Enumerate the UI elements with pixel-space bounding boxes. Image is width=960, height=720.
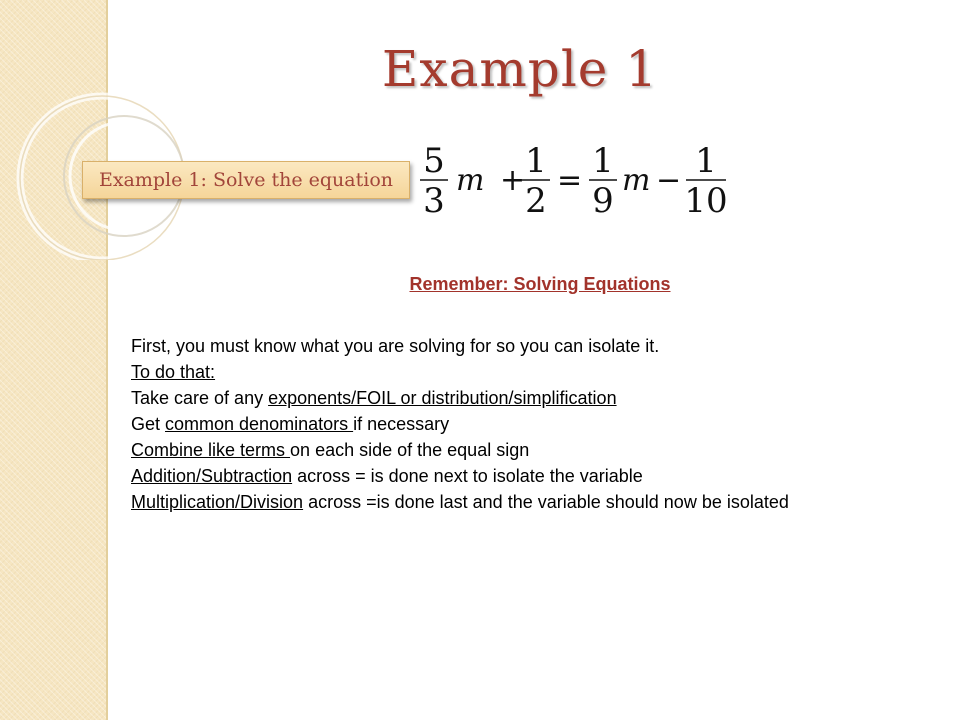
variable-m-right: m	[622, 163, 651, 198]
example-label-text: Example 1: Solve the equation	[98, 169, 394, 191]
instruction-line-2: To do that:	[131, 362, 216, 382]
instruction-line-6	[131, 463, 931, 489]
equals-sign: =	[557, 163, 583, 198]
fraction-1-numerator: 5	[423, 141, 445, 181]
fraction-2-denominator: 2	[525, 181, 547, 220]
line-7-suffix: across =is done last and the variable should now be isolated	[303, 492, 789, 512]
instruction-line-3	[131, 385, 931, 411]
fraction-2-numerator: 1	[525, 141, 547, 181]
line-4-underlined: common denominators	[165, 414, 354, 434]
line-7-underlined: Multiplication/Division	[131, 492, 304, 512]
variable-m-left: m	[456, 163, 485, 198]
fraction-4-denominator: 10	[684, 181, 728, 220]
decorative-rings	[0, 0, 240, 260]
fraction-3-numerator: 1	[592, 141, 614, 181]
instruction-line-7	[131, 489, 931, 515]
line-4-suffix: if necessary	[353, 414, 450, 434]
example-label-box	[82, 161, 410, 199]
remember-heading: Remember: Solving Equations	[409, 274, 671, 294]
line-3-underlined: exponents/FOIL or distribution/simplification	[268, 388, 617, 408]
instructions-body	[131, 333, 931, 515]
line-5-underlined: Combine like terms	[131, 440, 291, 460]
line-6-underlined: Addition/Subtraction	[131, 466, 293, 486]
minus-operator: −	[656, 163, 682, 198]
instruction-line-5	[131, 437, 931, 463]
instruction-line-1: First, you must know what you are solving for so you can isolate it.	[131, 336, 660, 356]
slide-title: Example 1	[381, 40, 659, 98]
instruction-line-4	[131, 411, 931, 437]
fraction-1-denominator: 3	[423, 181, 445, 220]
line-3-prefix: Take care of any	[131, 388, 269, 408]
equation	[410, 140, 750, 220]
plus-operator: +	[500, 163, 526, 198]
line-4-prefix: Get	[131, 414, 166, 434]
line-5-suffix: on each side of the equal sign	[290, 440, 530, 460]
fraction-3-denominator: 9	[592, 181, 614, 220]
fraction-4-numerator: 1	[695, 141, 717, 181]
line-6-suffix: across = is done next to isolate the variable	[292, 466, 643, 486]
